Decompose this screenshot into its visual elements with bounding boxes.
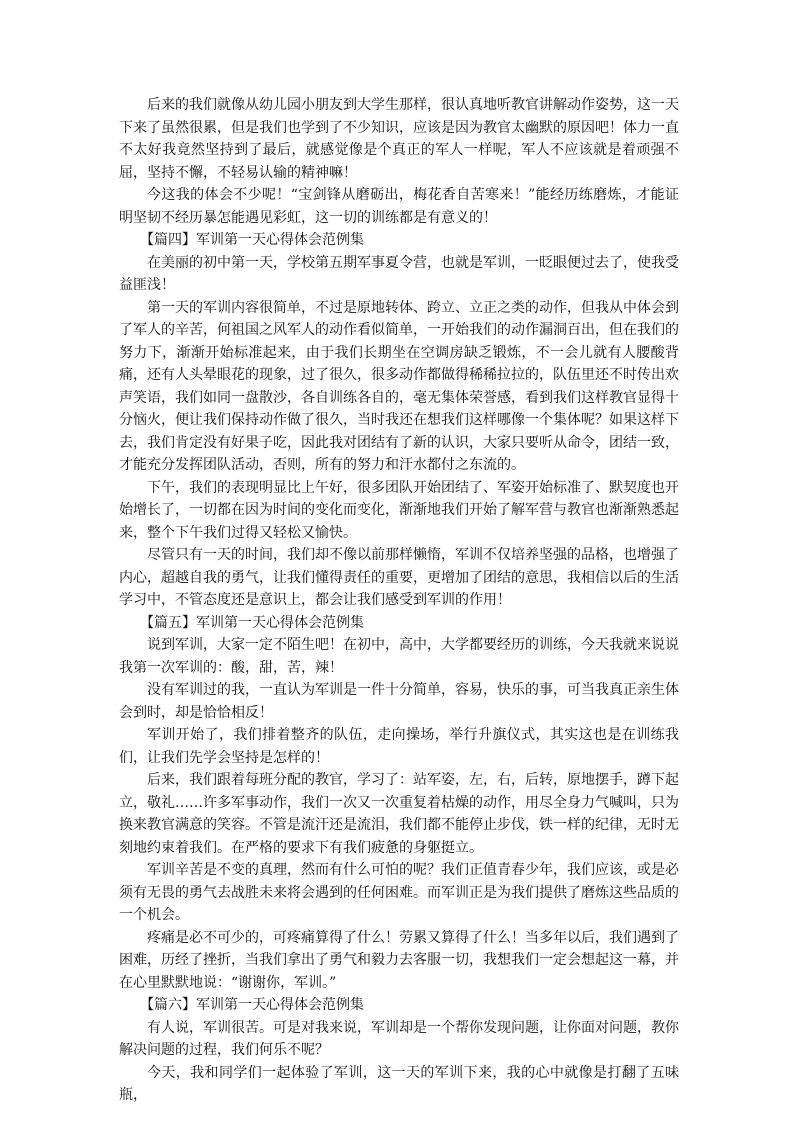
paragraph: 第一天的军训内容很简单，不过是原地转体、跨立、立正之类的动作，但我从中体会到了军人的辛苦，何祖国之风军人的动作看似简单，一开始我们的动作漏洞百出，但在我们的努力下，渐渐开始标准起来，由于我们长期坐在空调房缺乏锻炼，不一会儿就有人腰酸背痛，还有人头晕眼花的现象，过了很久，很多动作都做得稀稀拉拉的，队伍里还不时传出欢声笑语，我们如同一盘散沙，各自训练各自的，毫无集体荣誉感，看到我们这样教官显得十分恼火，便让我们保持动作做了很久，当时我还在想我们这样哪像一个集体呢？如果这样下去，我们肯定没有好果子吃，因此我对团结有了新的认识，大家只要听从命令，团结一致，才能充分发挥团队活动，否则，所有的努力和汗水都付之东流的。 [119, 299, 679, 473]
section-heading-5: 【篇五】军训第一天心得体会范例集 [140, 614, 364, 631]
paragraph: 后来的我们就像从幼儿园小朋友到大学生那样，很认真地听教官讲解动作姿势，这一天下来了虽然很累，但是我们也学到了不少知识，应该是因为教官太幽默的原因吧！体力一直不太好我竟然坚持到了最后，就感觉像是个真正的军人一样呢，军人不应该就是着顽强不屈，坚持不懈，不轻易认输的精神嘛！ [119, 97, 679, 181]
section-heading-4: 【篇四】军训第一天心得体会范例集 [140, 232, 364, 248]
paragraph: 疼痛是必不可少的，可疼痛算得了什么！劳累又算得了什么！当多年以后，我们遇到了困难，历经了挫折，当我们拿出了勇气和毅力去客服一切，我想我们一定会想起这一幕，并在心里默默地说：“谢谢你，军训。” [119, 929, 679, 991]
paragraph: 今这我的体会不少呢！“宝剑锋从磨砺出，梅花香自苦寒来！”能经历练磨炼，才能证明坚韧不经历暴怎能遇见彩虹，这一切的训练都是有意义的！ [119, 187, 679, 226]
section-heading-6: 【篇六】军训第一天心得体会范例集 [140, 997, 364, 1013]
paragraph: 军训开始了，我们排着整齐的队伍，走向操场，举行升旗仪式，其实这也是在训练我们，让我们先学会坚持是怎样的！ [119, 727, 679, 766]
paragraph: 说到军训，大家一定不陌生吧！在初中，高中，大学都要经历的训练，今天我就来说说我第一次军训的：酸，甜，苦，辣！ [119, 637, 679, 676]
paragraph: 军训辛苦是不变的真理，然而有什么可怕的呢？我们正值青春少年，我们应该，或是必须有无畏的勇气去战胜未来将会遇到的任何困难。而军训正是为我们提供了磨炼这些品质的一个机会。 [119, 862, 679, 923]
paragraph: 没有军训过的我，一直认为军训是一件十分简单，容易，快乐的事，可当我真正亲生体会到时，却是恰恰相反！ [119, 682, 679, 721]
paragraph: 尽管只有一天的时间，我们却不像以前那样懒惰，军训不仅培养坚强的品格，也增强了内心，超越自我的勇气，让我们懂得责任的重要，更增加了团结的意思，我相信以后的生活学习中，不管态度还是意识上，都会让我们感受到军训的作用！ [119, 547, 679, 608]
paragraph: 今天，我和同学们一起体验了军训，这一天的军训下来，我的心中就像是打翻了五味瓶， [119, 1064, 679, 1103]
paragraph: 下午，我们的表现明显比上午好，很多团队开始团结了、军姿开始标准了、默契度也开始增长了，一切都在因为时间的变化而变化，渐渐地我们开始了解军营与教官也渐渐熟悉起来，整个下午我们过得又轻松又愉快。 [119, 479, 679, 541]
document-page [119, 94, 679, 1107]
paragraph: 有人说，军训很苦。可是对我来说，军训却是一个帮你发现问题，让你面对问题，教你解决问题的过程，我们何乐不呢？ [119, 1019, 679, 1058]
paragraph: 在美丽的初中第一天，学校第五期军事夏令营，也就是军训，一眨眼便过去了，使我受益匪浅！ [119, 254, 679, 293]
paragraph: 后来，我们跟着每班分配的教官，学习了：站军姿，左，右，后转，原地摆手，蹲下起立，敬礼……许多军事动作，我们一次又一次重复着枯燥的动作，用尽全身力气喊叫，只为换来教官满意的笑容。不管是流汗还是流泪，我们都不能停止步伐，铁一样的纪律，无时无刻地约束着我们。在严格的要求下有我们疲惫的身躯挺立。 [119, 772, 679, 856]
